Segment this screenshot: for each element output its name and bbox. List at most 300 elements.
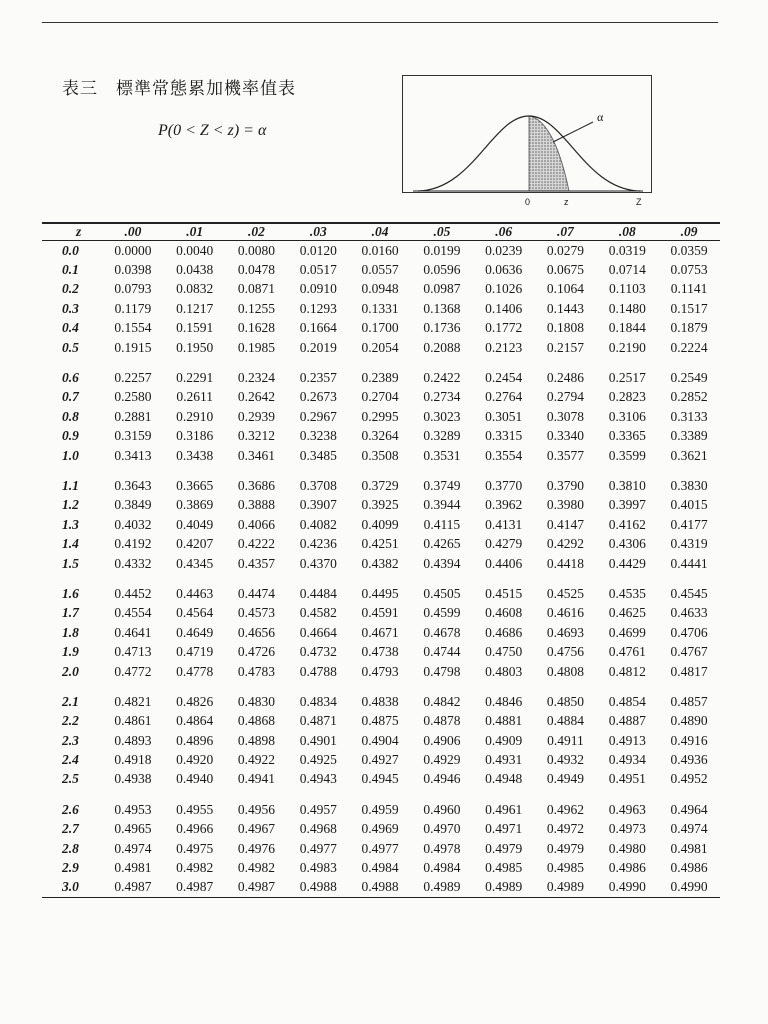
probability-cell: 0.3997 bbox=[608, 497, 646, 513]
table-row bbox=[42, 604, 720, 623]
probability-cell: 0.4977 bbox=[299, 840, 337, 856]
probability-cell: 0.4983 bbox=[299, 860, 337, 876]
probability-cell: 0.0948 bbox=[361, 281, 399, 297]
probability-cell: 0.4868 bbox=[237, 713, 276, 729]
probability-cell: 0.2123 bbox=[485, 339, 523, 355]
probability-cell: 0.1879 bbox=[670, 320, 708, 336]
probability-cell: 0.4826 bbox=[176, 693, 214, 709]
probability-cell: 0.1700 bbox=[361, 320, 399, 336]
probability-cell: 0.0871 bbox=[237, 281, 276, 297]
probability-cell: 0.4990 bbox=[596, 878, 658, 898]
probability-cell: 0.4974 bbox=[670, 821, 708, 837]
table-row bbox=[42, 260, 720, 279]
probability-cell: 0.4015 bbox=[670, 497, 708, 513]
probability-cell: 0.4162 bbox=[608, 516, 646, 532]
probability-cell: 0.2357 bbox=[299, 370, 337, 386]
probability-cell: 0.3365 bbox=[608, 428, 646, 444]
probability-cell: 0.3944 bbox=[423, 497, 461, 513]
probability-cell: 0.4898 bbox=[237, 732, 276, 748]
probability-cell: 0.3315 bbox=[485, 428, 523, 444]
probability-cell: 0.2190 bbox=[608, 339, 646, 355]
column-header: .07 bbox=[557, 224, 574, 239]
z-value-cell: 0.1 bbox=[62, 262, 79, 278]
column-header: .04 bbox=[371, 224, 389, 239]
table-row bbox=[42, 241, 720, 261]
probability-cell: 0.4896 bbox=[176, 732, 214, 748]
probability-cell: 0.4306 bbox=[608, 536, 646, 552]
probability-cell: 0.4949 bbox=[546, 771, 585, 787]
probability-cell: 0.4918 bbox=[114, 752, 152, 768]
probability-cell: 0.2454 bbox=[485, 370, 523, 386]
probability-cell: 0.4964 bbox=[670, 801, 708, 817]
probability-cell: 0.3051 bbox=[485, 408, 523, 424]
probability-cell: 0.4956 bbox=[237, 801, 276, 817]
table-body bbox=[42, 241, 720, 898]
z-value-cell: 1.4 bbox=[62, 536, 79, 552]
probability-cell: 0.2995 bbox=[361, 408, 399, 424]
probability-cell: 0.4251 bbox=[361, 536, 399, 552]
z-table bbox=[42, 222, 720, 898]
probability-cell: 0.4370 bbox=[299, 555, 337, 571]
probability-cell: 0.2291 bbox=[176, 370, 214, 386]
probability-cell: 0.4953 bbox=[114, 801, 152, 817]
z-value-cell: 1.1 bbox=[62, 477, 79, 493]
probability-cell: 0.1950 bbox=[176, 339, 214, 355]
probability-cell: 0.2486 bbox=[546, 370, 585, 386]
probability-cell: 0.1179 bbox=[114, 300, 152, 316]
probability-cell: 0.3159 bbox=[114, 428, 152, 444]
probability-cell: 0.4979 bbox=[546, 840, 585, 856]
probability-cell: 0.2673 bbox=[299, 389, 337, 405]
probability-cell: 0.2157 bbox=[546, 339, 585, 355]
probability-cell: 0.1736 bbox=[423, 320, 461, 336]
probability-cell: 0.4989 bbox=[473, 878, 535, 898]
probability-cell: 0.4884 bbox=[546, 713, 585, 729]
z-value-cell: 0.3 bbox=[62, 300, 79, 316]
probability-cell: 0.2389 bbox=[361, 370, 399, 386]
probability-cell: 0.4772 bbox=[114, 663, 152, 679]
probability-cell: 0.4986 bbox=[608, 860, 646, 876]
probability-cell: 0.2549 bbox=[670, 370, 708, 386]
probability-cell: 0.3830 bbox=[670, 477, 708, 493]
table-row bbox=[42, 712, 720, 731]
probability-cell: 0.4495 bbox=[361, 585, 399, 601]
probability-cell: 0.2910 bbox=[176, 408, 214, 424]
probability-cell: 0.3869 bbox=[176, 497, 214, 513]
table-row bbox=[42, 642, 720, 661]
axis-label-zero: 0 bbox=[525, 197, 531, 207]
probability-cell: 0.4441 bbox=[670, 555, 708, 571]
probability-cell: 0.2224 bbox=[670, 339, 708, 355]
z-value-cell: 1.3 bbox=[62, 516, 79, 532]
probability-cell: 0.4767 bbox=[670, 644, 708, 660]
probability-cell: 0.0557 bbox=[361, 262, 399, 278]
probability-cell: 0.1808 bbox=[546, 320, 585, 336]
probability-cell: 0.4963 bbox=[608, 801, 646, 817]
probability-cell: 0.2088 bbox=[423, 339, 461, 355]
probability-cell: 0.1591 bbox=[176, 320, 214, 336]
probability-cell: 0.2764 bbox=[485, 389, 523, 405]
probability-cell: 0.4955 bbox=[176, 801, 214, 817]
table-row bbox=[42, 280, 720, 299]
group-spacer bbox=[42, 681, 720, 692]
probability-cell: 0.2704 bbox=[361, 389, 399, 405]
probability-cell: 0.4834 bbox=[299, 693, 337, 709]
probability-cell: 0.4671 bbox=[361, 624, 399, 640]
probability-cell: 0.4332 bbox=[114, 555, 152, 571]
probability-cell: 0.3485 bbox=[299, 447, 337, 463]
probability-cell: 0.2939 bbox=[237, 408, 276, 424]
probability-cell: 0.4850 bbox=[546, 693, 585, 709]
probability-cell: 0.0279 bbox=[546, 242, 585, 258]
column-header: .02 bbox=[248, 224, 265, 239]
probability-cell: 0.4788 bbox=[299, 663, 337, 679]
table-row bbox=[42, 476, 720, 495]
probability-cell: 0.3461 bbox=[237, 447, 276, 463]
column-header: .08 bbox=[618, 224, 636, 239]
normal-curve-figure bbox=[402, 75, 652, 193]
probability-cell: 0.4192 bbox=[114, 536, 152, 552]
z-value-cell: 3.0 bbox=[42, 878, 102, 898]
probability-cell: 0.0199 bbox=[423, 242, 461, 258]
table-row bbox=[42, 623, 720, 642]
probability-cell: 0.2794 bbox=[546, 389, 585, 405]
probability-cell: 0.4989 bbox=[411, 878, 473, 898]
z-value-cell: 2.2 bbox=[62, 713, 79, 729]
probability-cell: 0.4901 bbox=[299, 732, 337, 748]
probability-cell: 0.4988 bbox=[287, 878, 349, 898]
column-header: .03 bbox=[309, 224, 327, 239]
probability-cell: 0.4357 bbox=[237, 555, 276, 571]
probability-cell: 0.4808 bbox=[546, 663, 585, 679]
probability-cell: 0.3438 bbox=[176, 447, 214, 463]
probability-cell: 0.0319 bbox=[608, 242, 646, 258]
probability-cell: 0.0438 bbox=[176, 262, 214, 278]
probability-cell: 0.1628 bbox=[237, 320, 276, 336]
probability-cell: 0.4922 bbox=[237, 752, 276, 768]
probability-cell: 0.2054 bbox=[361, 339, 399, 355]
probability-cell: 0.4960 bbox=[423, 801, 461, 817]
probability-cell: 0.4906 bbox=[423, 732, 461, 748]
z-value-cell: 1.6 bbox=[62, 585, 79, 601]
probability-cell: 0.0753 bbox=[670, 262, 708, 278]
probability-cell: 0.4985 bbox=[485, 860, 523, 876]
probability-cell: 0.4591 bbox=[361, 605, 399, 621]
z-value-cell: 2.7 bbox=[62, 821, 79, 837]
alpha-label: α bbox=[597, 110, 604, 124]
column-header: .06 bbox=[495, 224, 513, 239]
probability-cell: 0.4664 bbox=[299, 624, 337, 640]
probability-cell: 0.4966 bbox=[176, 821, 214, 837]
table-row bbox=[42, 534, 720, 553]
probability-cell: 0.1985 bbox=[237, 339, 276, 355]
probability-cell: 0.4147 bbox=[546, 516, 585, 532]
probability-cell: 0.4830 bbox=[237, 693, 276, 709]
probability-cell: 0.3980 bbox=[546, 497, 585, 513]
probability-cell: 0.0596 bbox=[423, 262, 461, 278]
probability-cell: 0.3340 bbox=[546, 428, 585, 444]
probability-cell: 0.4890 bbox=[670, 713, 708, 729]
probability-cell: 0.4987 bbox=[102, 878, 164, 898]
probability-cell: 0.4761 bbox=[608, 644, 646, 660]
probability-cell: 0.4292 bbox=[546, 536, 585, 552]
probability-cell: 0.4988 bbox=[349, 878, 411, 898]
probability-cell: 0.3212 bbox=[237, 428, 276, 444]
probability-cell: 0.3621 bbox=[670, 447, 708, 463]
probability-formula: P(0 < Z < z) = α bbox=[158, 122, 267, 139]
probability-cell: 0.4699 bbox=[608, 624, 646, 640]
group-spacer bbox=[42, 357, 720, 368]
probability-cell: 0.0040 bbox=[176, 242, 214, 258]
probability-cell: 0.3413 bbox=[114, 447, 152, 463]
probability-cell: 0.4941 bbox=[237, 771, 276, 787]
z-value-cell: 0.7 bbox=[62, 389, 79, 405]
z-value-cell: 2.3 bbox=[62, 732, 79, 748]
probability-cell: 0.4049 bbox=[176, 516, 214, 532]
z-column-header: z bbox=[76, 224, 82, 239]
probability-cell: 0.0398 bbox=[114, 262, 152, 278]
probability-cell: 0.3289 bbox=[423, 428, 461, 444]
z-value-cell: 0.5 bbox=[62, 339, 79, 355]
probability-cell: 0.4981 bbox=[670, 840, 708, 856]
probability-cell: 0.0080 bbox=[237, 242, 276, 258]
probability-cell: 0.4929 bbox=[423, 752, 461, 768]
probability-cell: 0.1554 bbox=[114, 320, 152, 336]
z-value-cell: 2.1 bbox=[62, 693, 79, 709]
probability-cell: 0.4975 bbox=[176, 840, 214, 856]
probability-cell: 0.3106 bbox=[608, 408, 646, 424]
z-value-cell: 0.0 bbox=[62, 242, 79, 258]
table-row bbox=[42, 878, 720, 898]
probability-cell: 0.3577 bbox=[546, 447, 585, 463]
probability-cell: 0.4976 bbox=[237, 840, 276, 856]
probability-cell: 0.4989 bbox=[535, 878, 597, 898]
probability-cell: 0.4871 bbox=[299, 713, 337, 729]
probability-cell: 0.4977 bbox=[361, 840, 399, 856]
probability-cell: 0.2611 bbox=[176, 389, 213, 405]
table-row bbox=[42, 858, 720, 877]
probability-cell: 0.4842 bbox=[423, 693, 461, 709]
z-value-cell: 0.9 bbox=[62, 428, 79, 444]
probability-cell: 0.4967 bbox=[237, 821, 276, 837]
probability-cell: 0.4957 bbox=[299, 801, 337, 817]
table-row bbox=[42, 338, 720, 357]
probability-cell: 0.3133 bbox=[670, 408, 708, 424]
probability-cell: 0.4099 bbox=[361, 516, 399, 532]
probability-cell: 0.4515 bbox=[485, 585, 523, 601]
probability-cell: 0.2517 bbox=[608, 370, 646, 386]
probability-cell: 0.4990 bbox=[658, 878, 720, 898]
probability-cell: 0.4987 bbox=[226, 878, 288, 898]
probability-cell: 0.4962 bbox=[546, 801, 585, 817]
probability-cell: 0.4778 bbox=[176, 663, 214, 679]
probability-cell: 0.0478 bbox=[237, 262, 276, 278]
table-row bbox=[42, 427, 720, 446]
probability-cell: 0.0636 bbox=[485, 262, 523, 278]
probability-cell: 0.4968 bbox=[299, 821, 337, 837]
probability-cell: 0.4985 bbox=[546, 860, 585, 876]
probability-cell: 0.4394 bbox=[423, 555, 461, 571]
probability-cell: 0.1255 bbox=[237, 300, 276, 316]
probability-cell: 0.0910 bbox=[299, 281, 337, 297]
probability-cell: 0.3531 bbox=[423, 447, 461, 463]
probability-cell: 0.4982 bbox=[237, 860, 276, 876]
probability-cell: 0.0160 bbox=[361, 242, 399, 258]
probability-cell: 0.4987 bbox=[164, 878, 226, 898]
z-value-cell: 2.0 bbox=[62, 663, 79, 679]
z-value-cell: 1.9 bbox=[62, 644, 79, 660]
probability-cell: 0.4319 bbox=[670, 536, 708, 552]
probability-cell: 0.3907 bbox=[299, 497, 337, 513]
probability-cell: 0.4750 bbox=[485, 644, 523, 660]
probability-cell: 0.4732 bbox=[299, 644, 337, 660]
probability-cell: 0.4608 bbox=[485, 605, 523, 621]
table-row bbox=[42, 839, 720, 858]
z-value-cell: 0.6 bbox=[62, 370, 79, 386]
probability-cell: 0.4984 bbox=[423, 860, 461, 876]
table-row bbox=[42, 496, 720, 515]
probability-cell: 0.1064 bbox=[546, 281, 585, 297]
probability-cell: 0.4940 bbox=[176, 771, 214, 787]
table-row bbox=[42, 750, 720, 769]
table-row bbox=[42, 368, 720, 387]
probability-cell: 0.0120 bbox=[299, 242, 337, 258]
probability-cell: 0.4236 bbox=[299, 536, 337, 552]
page-title: 表三 標準常態累加機率值表 bbox=[62, 79, 296, 99]
shaded-area bbox=[529, 116, 569, 191]
probability-cell: 0.3599 bbox=[608, 447, 646, 463]
probability-cell: 0.4864 bbox=[176, 713, 214, 729]
probability-cell: 0.4925 bbox=[299, 752, 337, 768]
probability-cell: 0.4913 bbox=[608, 732, 646, 748]
probability-cell: 0.3686 bbox=[237, 477, 276, 493]
probability-cell: 0.2324 bbox=[237, 370, 276, 386]
probability-cell: 0.0793 bbox=[114, 281, 152, 297]
probability-cell: 0.3665 bbox=[176, 477, 214, 493]
probability-cell: 0.4938 bbox=[114, 771, 152, 787]
probability-cell: 0.4909 bbox=[485, 732, 523, 748]
probability-cell: 0.1217 bbox=[176, 300, 214, 316]
z-value-cell: 2.8 bbox=[62, 840, 79, 856]
probability-cell: 0.1103 bbox=[608, 281, 646, 297]
probability-cell: 0.3790 bbox=[546, 477, 585, 493]
probability-cell: 0.4115 bbox=[423, 516, 461, 532]
table-row bbox=[42, 820, 720, 839]
probability-cell: 0.2967 bbox=[299, 408, 337, 424]
probability-cell: 0.3643 bbox=[114, 477, 152, 493]
probability-cell: 0.1331 bbox=[361, 300, 399, 316]
probability-cell: 0.4222 bbox=[237, 536, 276, 552]
probability-cell: 0.4693 bbox=[546, 624, 585, 640]
probability-cell: 0.4846 bbox=[485, 693, 523, 709]
probability-cell: 0.1664 bbox=[299, 320, 337, 336]
probability-cell: 0.3078 bbox=[546, 408, 585, 424]
probability-cell: 0.3888 bbox=[237, 497, 276, 513]
probability-cell: 0.3749 bbox=[423, 477, 461, 493]
probability-cell: 0.4875 bbox=[361, 713, 399, 729]
z-value-cell: 1.5 bbox=[62, 555, 79, 571]
probability-cell: 0.4738 bbox=[361, 644, 399, 660]
probability-cell: 0.1915 bbox=[114, 339, 152, 355]
z-value-cell: 1.7 bbox=[62, 605, 79, 621]
probability-cell: 0.1844 bbox=[608, 320, 646, 336]
probability-cell: 0.4946 bbox=[423, 771, 461, 787]
z-value-cell: 1.2 bbox=[62, 497, 79, 513]
probability-cell: 0.0714 bbox=[608, 262, 646, 278]
probability-cell: 0.4812 bbox=[608, 663, 646, 679]
probability-cell: 0.4713 bbox=[114, 644, 152, 660]
probability-cell: 0.3810 bbox=[608, 477, 646, 493]
probability-cell: 0.2257 bbox=[114, 370, 152, 386]
probability-cell: 0.0832 bbox=[176, 281, 214, 297]
probability-cell: 0.2852 bbox=[670, 389, 708, 405]
probability-cell: 0.4838 bbox=[361, 693, 399, 709]
probability-cell: 0.4756 bbox=[546, 644, 585, 660]
probability-cell: 0.4798 bbox=[423, 663, 461, 679]
probability-cell: 0.4978 bbox=[423, 840, 461, 856]
probability-cell: 0.2734 bbox=[423, 389, 461, 405]
probability-cell: 0.3729 bbox=[361, 477, 399, 493]
probability-cell: 0.4177 bbox=[670, 516, 708, 532]
probability-cell: 0.4678 bbox=[423, 624, 461, 640]
probability-cell: 0.3849 bbox=[114, 497, 152, 513]
probability-cell: 0.4633 bbox=[670, 605, 708, 621]
probability-cell: 0.4032 bbox=[114, 516, 152, 532]
z-value-cell: 0.2 bbox=[62, 281, 79, 297]
column-header: .05 bbox=[433, 224, 451, 239]
probability-cell: 0.4878 bbox=[423, 713, 461, 729]
probability-cell: 0.4971 bbox=[485, 821, 523, 837]
z-value-cell: 0.4 bbox=[62, 320, 79, 336]
probability-cell: 0.0239 bbox=[485, 242, 523, 258]
group-spacer bbox=[42, 573, 720, 584]
probability-cell: 0.2642 bbox=[237, 389, 276, 405]
probability-cell: 0.4803 bbox=[485, 663, 523, 679]
probability-cell: 0.4948 bbox=[485, 771, 523, 787]
probability-cell: 0.4783 bbox=[237, 663, 276, 679]
probability-cell: 0.4686 bbox=[485, 624, 523, 640]
probability-cell: 0.4418 bbox=[546, 555, 585, 571]
probability-cell: 0.4279 bbox=[485, 536, 523, 552]
probability-cell: 0.4744 bbox=[423, 644, 461, 660]
probability-cell: 0.3023 bbox=[423, 408, 461, 424]
probability-cell: 0.3508 bbox=[361, 447, 399, 463]
normal-curve-svg bbox=[403, 76, 653, 194]
probability-cell: 0.0359 bbox=[670, 242, 708, 258]
probability-cell: 0.4382 bbox=[361, 555, 399, 571]
table-row bbox=[42, 692, 720, 711]
probability-cell: 0.4505 bbox=[423, 585, 461, 601]
axis-label-Z: Z bbox=[636, 197, 642, 207]
column-header: .00 bbox=[124, 224, 142, 239]
probability-cell: 0.4959 bbox=[361, 801, 399, 817]
probability-cell: 0.4952 bbox=[670, 771, 708, 787]
table-header-row bbox=[42, 223, 720, 241]
table-row bbox=[42, 299, 720, 318]
z-value-cell: 2.9 bbox=[62, 860, 79, 876]
axis-label-z: z bbox=[564, 197, 569, 207]
probability-cell: 0.4474 bbox=[237, 585, 276, 601]
probability-cell: 0.4726 bbox=[237, 644, 276, 660]
probability-cell: 0.4207 bbox=[176, 536, 214, 552]
table-row bbox=[42, 554, 720, 573]
probability-cell: 0.4904 bbox=[361, 732, 399, 748]
column-header: .09 bbox=[680, 224, 698, 239]
probability-cell: 0.4965 bbox=[114, 821, 152, 837]
probability-cell: 0.1293 bbox=[299, 300, 337, 316]
probability-cell: 0.4981 bbox=[114, 860, 152, 876]
probability-cell: 0.4887 bbox=[608, 713, 646, 729]
